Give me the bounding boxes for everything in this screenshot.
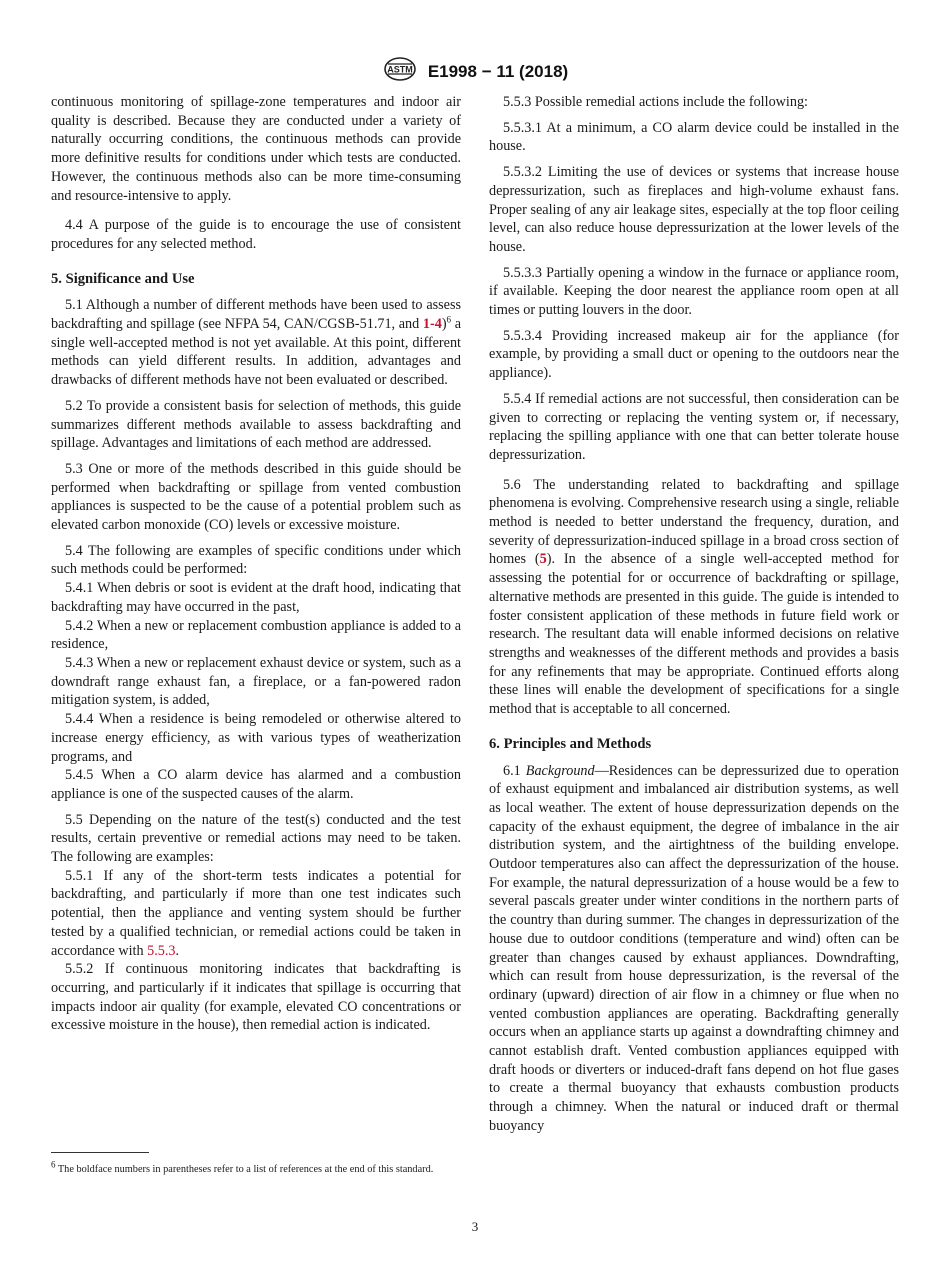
page-header <box>0 56 950 87</box>
section-heading-5: 5. Significance and Use <box>51 270 195 287</box>
paragraph-4-4: 4.4 A purpose of the guide is to encourage the use of consistent procedures for any selected method. <box>51 217 461 252</box>
paragraph-6-1-number: 6.1 <box>503 762 526 779</box>
paragraph-continuation: continuous monitoring of spillage-zone temperatures and indoor air quality is described. Because they are conducted under a variety of naturally occurring conditions, the continuous methods can provide more definitive results for conditions under which tests are conducted. However, the continuous methods also can be more time-consuming and resource-intensive to apply. <box>51 94 461 204</box>
paragraph-5-6-text-b: ). In the absence of a single well-accepted method for assessing the potential for or occurrence of backdrafting or spillage, alternative methods are presented in this guide. The guide is intended to foster consistent application of these methods in future field work or research. The resultant data will enable informed decisions on relative strengths and weaknesses of the different methods and provides a basis for any refinements that may be appropriate. Continued efforts along these lines will enable the development of specifications for a single method that is acceptable to all concerned. <box>489 551 899 718</box>
reference-link-5[interactable]: 5 <box>539 551 547 568</box>
paragraph-5-2: 5.2 To provide a consistent basis for selection of methods, this guide summarizes different methods available to assess backdrafting and spillage. Advantages and limitations of each method are addressed. <box>51 397 461 452</box>
footnote-number: 6 <box>51 1159 56 1170</box>
paragraph-5-5-3-2: 5.5.3.2 Limiting the use of devices or systems that increase house depressurization, such as fireplaces and high-volume exhaust fans. Proper sealing of any air leakage sites, especially at the top floor ceiling level, can also reduce house depressurization at the lower levels of the house. <box>489 164 899 255</box>
footnote-divider <box>51 1152 149 1153</box>
paragraph-5-5: 5.5 Depending on the nature of the test(s) conducted and the test results, certain preventive or remedial actions may need to be taken. The following are examples: <box>51 811 461 866</box>
paragraph-5-5-1-text-a: 5.5.1 If any of the short-term tests indicates a potential for backdrafting, and particularly if more than one test indicates such potential, then the appliance and venting system should be further tested by a qualified technician, or remedial actions could be taken in accordance with <box>51 867 461 959</box>
paragraph-5-5-3-4: 5.5.3.4 Providing increased makeup air for the appliance (for example, by providing a small duct or opening to the outdoors near the appliance). <box>489 327 899 382</box>
paragraph-5-6-text-a: 5.6 The understanding related to backdrafting and spillage phenomena is evolving. Comprehensive research using a single, reliable method is needed to better understand the frequency, duration, and severity of depressurization-induced spillage in a broad cross section of homes ( <box>489 476 899 568</box>
paragraph-5-5-4: 5.5.4 If remedial actions are not successful, then consideration can be given to correcting or replacing the venting system or, if necessary, replacing the spilling appliance with one that can better tolerate house depressurization. <box>489 390 899 463</box>
paragraph-5-4-5: 5.4.5 When a CO alarm device has alarmed and a combustion appliance is one of the suspected causes of the alarm. <box>51 767 461 802</box>
close-paren: ) <box>441 316 447 333</box>
paragraph-5-5-3-1: 5.5.3.1 At a minimum, a CO alarm device could be installed in the house. <box>489 119 899 155</box>
paragraph-5-4-1: 5.4.1 When debris or soot is evident at the draft hood, indicating that backdrafting may have occurred in the past, <box>51 580 461 615</box>
left-column <box>51 93 461 1035</box>
paragraph-6-1-text: —Residences can be depressurized due to operation of exhaust equipment and imbalanced air distribution systems, as well as local weather. The extent of house depressurization depends on the capacity of the exhaust equipment, the degree of imbalance in the air distribution system, and the airtightness of the building envelope. Outdoor temperatures also can affect the depressurization of the house. For example, the natural depressurization of a house would be a few to several pascals greater under winter conditions in the northern parts of the country than during summer. The changes in depressurization of the house due to outdoor conditions (temperature and wind) often can be greater than changes caused by exhaust appliances. Downdrafting, which can result from house depressurization, is the reversal of the ordinary (upward) direction of air flow in a chimney or flue when no vented combustion appliances are operating. Backdrafting generally occurs when an appliance starts up against a downdrafting chimney and cannot establish draft. Vented combustion appliances equipped with draft hoods or diverters or induced-draft fans depend on hot flue gases to create a thermal buoyancy that exhausts combustion products through a chimney. When the natural or induced draft or thermal buoyancy <box>489 762 900 1134</box>
paragraph-5-4-2: 5.4.2 When a new or replacement combustion appliance is added to a residence, <box>51 617 461 653</box>
document-designation: E1998 − 11 (2018) <box>427 61 569 81</box>
paragraph-5-5-1 <box>51 867 461 961</box>
paragraph-5-5-3: 5.5.3 Possible remedial actions include the following: <box>503 94 808 110</box>
paragraph-5-1 <box>51 296 461 390</box>
astm-logo-icon <box>382 56 418 87</box>
reference-link-1-4[interactable]: 1-4 <box>422 316 442 333</box>
paragraph-5-5-2: 5.5.2 If continuous monitoring indicates that backdrafting is occurring, and particularly if it indicates that spillage is occurring that impacts indoor air quality (for example, elevated CO concentrations or excessive moisture in the house), then remedial action is indicated. <box>51 961 461 1034</box>
paragraph-5-1-text-b: a single well-accepted method is not yet available. At this point, different methods can yield different results. In addition, advantages and drawbacks of different methods have not been evaluated or described. <box>51 316 461 389</box>
paragraph-5-6 <box>489 476 899 719</box>
paragraph-5-4: 5.4 The following are examples of specific conditions under which such methods could be performed: <box>51 542 461 578</box>
footnote-marker-6[interactable]: 6 <box>446 314 452 325</box>
footnote-text: The boldface numbers in parentheses refer to a list of references at the end of this standard. <box>55 1164 434 1175</box>
paragraph-5-3: 5.3 One or more of the methods described in this guide should be performed when backdrafting or spillage from vented combustion appliances is suspected to be the cause of a potential problem such as elevated carbon monoxide (CO) levels or excessive moisture. <box>51 460 461 534</box>
paragraph-5-4-4: 5.4.4 When a residence is being remodeled or otherwise altered to increase energy efficiency, as with various types of weatherization programs, and <box>51 711 461 765</box>
paragraph-5-1-text-a: 5.1 Although a number of different methods have been used to assess backdrafting and spillage (see NFPA 54, CAN/CGSB-51.71, and <box>51 297 461 333</box>
paragraph-6-1-italic-title: Background <box>525 762 595 779</box>
paragraph-5-5-3-3: 5.5.3.3 Partially opening a window in the furnace or appliance room, if available. Keeping the door nearest the appliance room open at all times or putting louvers in the door. <box>489 264 899 319</box>
section-link-5-5-3[interactable]: 5.5.3 <box>147 942 176 959</box>
paragraph-5-4-3: 5.4.3 When a new or replacement exhaust device or system, such as a downdraft range exhaust fan, a fireplace, or a fan-powered radon mitigation system, is added, <box>51 654 461 709</box>
paragraph-6-1 <box>489 762 899 1136</box>
paragraph-5-5-1-text-b: . <box>175 942 180 959</box>
footnote <box>51 1159 461 1177</box>
section-heading-6: 6. Principles and Methods <box>489 735 652 752</box>
svg-text:ASTM: ASTM <box>387 64 413 75</box>
page-number: 3 <box>471 1219 479 1234</box>
right-column <box>489 93 899 1136</box>
